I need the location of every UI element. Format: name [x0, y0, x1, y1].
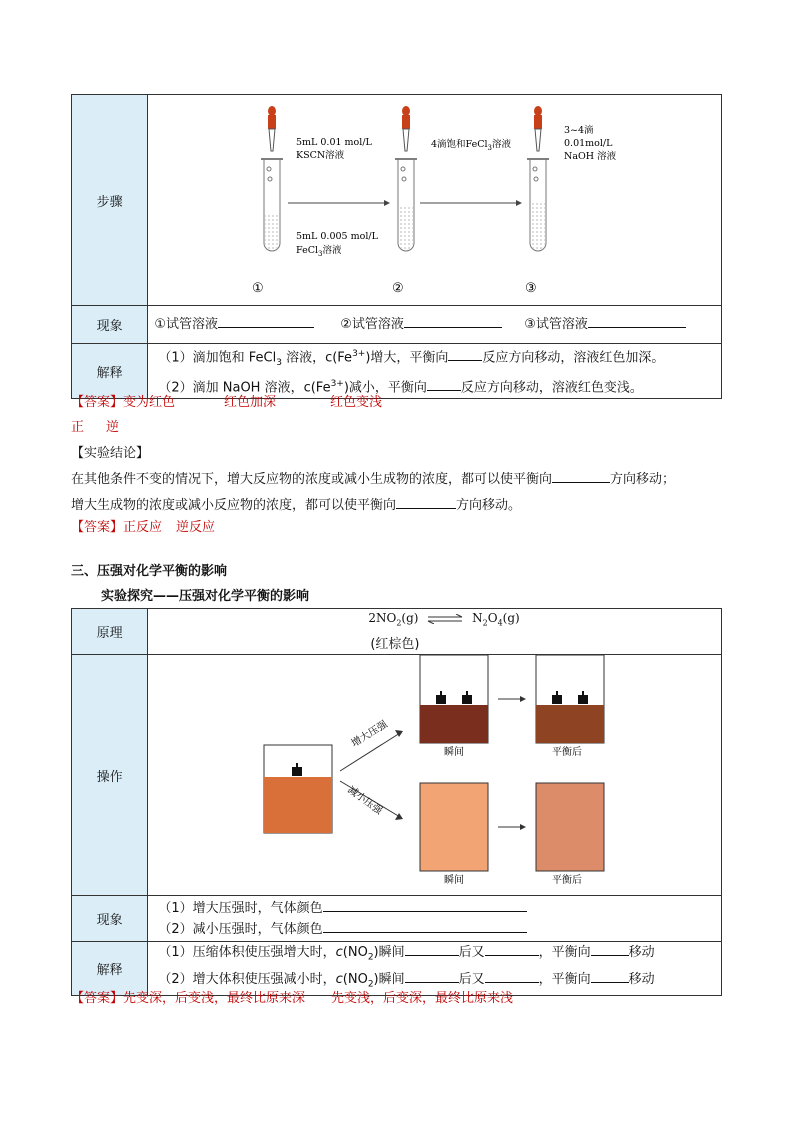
equilibrium-arrow-icon	[426, 614, 464, 624]
equation: $2NO_2(g)$ $N_2O_4(g)$	[368, 611, 520, 628]
explain2-line-2: （2）增大体积使压强减小时，$c(NO_2)$瞬间 后又 ，平衡向 移动	[148, 969, 721, 996]
phenomenon-line-2: （2）减小压强时，气体颜色	[148, 919, 721, 940]
phenomena-label-2: 现象	[72, 896, 148, 942]
conclusion-line-1: 在其他条件不变的情况下，增大反应物的浓度或减小生成物的浓度，都可以使平衡向 方向移动；	[71, 468, 675, 487]
blank[interactable]	[396, 495, 456, 509]
table-concentration	[71, 94, 722, 399]
gas-container-expanded	[420, 783, 488, 871]
equation-note: (红棕色)	[370, 637, 420, 652]
equilibrium-label-2: 平衡后	[552, 875, 583, 886]
test-tube-icon	[395, 159, 417, 251]
blank[interactable]	[552, 469, 610, 483]
dropper1-label-2: KSCN溶液	[296, 150, 345, 161]
tube3-number: ③	[525, 281, 537, 296]
instant-label-2: 瞬间	[444, 875, 465, 886]
instant-label-1: 瞬间	[444, 747, 465, 758]
table-pressure	[71, 608, 722, 996]
blank[interactable]	[323, 919, 527, 933]
explain-line-1: （1）滴加饱和 FeCl$_3$ 溶液，$c(Fe^{3+})$增大，平衡向 反应方向移动，溶液红色加深。	[158, 349, 665, 368]
blank[interactable]	[323, 898, 527, 912]
dropper3-label: 3~4滴	[564, 125, 594, 136]
tube1-label-2: FeCl$_3$溶液	[296, 245, 342, 258]
phenomena-label: 现象	[72, 306, 148, 344]
answer-1: 【答案】变为红色 红色加深 红色变浅	[71, 395, 383, 410]
equilibrium-label-1: 平衡后	[552, 747, 583, 758]
answer-1-line-2: 正 逆	[71, 420, 120, 435]
phenomenon-2: ②试管溶液	[340, 317, 404, 332]
arrow-icon	[288, 200, 390, 206]
section-subtitle: 实验探究——压强对化学平衡的影响	[101, 589, 310, 604]
conclusion-heading: 【实验结论】	[71, 446, 150, 461]
tube2-number: ②	[392, 281, 404, 296]
explain-label: 解释	[72, 344, 148, 399]
principle-label: 原理	[72, 609, 148, 655]
conclusion-line-2: 增大生成物的浓度或减小反应物的浓度，都可以使平衡向 方向移动。	[71, 494, 521, 513]
dropper-icon	[402, 106, 410, 151]
blank[interactable]	[405, 969, 459, 983]
decrease-pressure-label: 减小压强	[345, 784, 385, 817]
gas-container-compressed-equilibrium	[536, 655, 604, 743]
tube1-label: 5mL 0.005 mol/L	[296, 231, 379, 242]
answer-3: 【答案】先变深，后变浅，最终比原来深 先变浅，后变深，最终比原来浅	[71, 991, 514, 1006]
dropper2-label: 4滴饱和FeCl$_3$溶液	[431, 139, 512, 152]
blank[interactable]	[427, 377, 461, 391]
answer-2: 【答案】正反应 逆反应	[71, 520, 216, 535]
tube1-number: ①	[252, 281, 264, 296]
steps-label: 步骤	[72, 95, 148, 306]
section-title: 三、压强对化学平衡的影响	[71, 564, 228, 579]
gas-container-expanded-equilibrium	[536, 783, 604, 871]
blank[interactable]	[485, 942, 539, 956]
blank[interactable]	[591, 942, 629, 956]
explain-label-2: 解释	[72, 942, 148, 996]
gas-container-compressed	[420, 655, 488, 743]
test-tube-diagram	[148, 95, 718, 301]
explain-line-2: （2）滴加 NaOH 溶液，$c(Fe^{3+})$减小，平衡向 反应方向移动，溶液红色变浅。	[158, 378, 643, 396]
dropper1-label: 5mL 0.01 mol/L	[296, 137, 373, 148]
dropper-icon	[268, 106, 276, 151]
blank[interactable]	[448, 347, 482, 361]
blank[interactable]	[405, 942, 459, 956]
dropper3-label-2: 0.01mol/L	[564, 138, 613, 149]
blank[interactable]	[588, 314, 686, 328]
blank[interactable]	[404, 314, 502, 328]
blank[interactable]	[591, 969, 629, 983]
test-tube-icon	[261, 159, 283, 251]
phenomenon-3: ③试管溶液	[524, 317, 588, 332]
arrow-icon	[420, 200, 522, 206]
arrow-icon	[498, 824, 526, 830]
phenomenon-line-1: （1）增大压强时，气体颜色	[148, 898, 721, 919]
blank[interactable]	[218, 314, 314, 328]
gas-container	[264, 745, 332, 833]
increase-pressure-label: 增大压强	[350, 719, 390, 750]
blank[interactable]	[485, 969, 539, 983]
operation-label: 操作	[72, 655, 148, 896]
dropper-icon	[534, 106, 542, 151]
phenomenon-1: ①试管溶液	[154, 317, 218, 332]
steps-diagram-cell	[148, 95, 722, 306]
arrow-icon	[498, 696, 526, 702]
explain2-line-1: （1）压缩体积使压强增大时，$c(NO_2)$瞬间 后又 ，平衡向 移动	[148, 942, 721, 969]
dropper3-label-3: NaOH 溶液	[564, 151, 617, 162]
test-tube-icon	[527, 159, 549, 251]
pressure-diagram	[148, 655, 718, 891]
